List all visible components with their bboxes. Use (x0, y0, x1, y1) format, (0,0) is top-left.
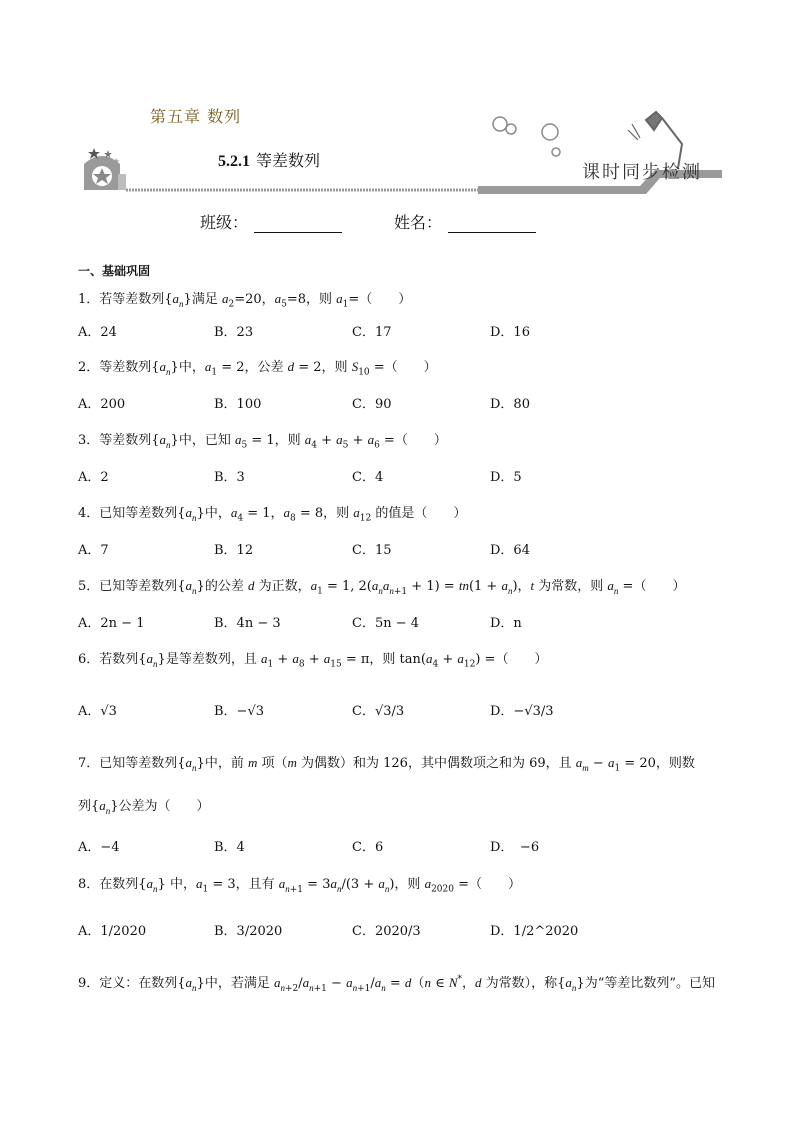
q1-option-d[interactable]: D．16 (490, 325, 530, 340)
q6-option-b[interactable]: B．−√3 (214, 704, 265, 719)
q6-option-d[interactable]: D．−√3/3 (490, 704, 554, 719)
q2-option-a[interactable]: A．200 (78, 397, 126, 412)
q8-option-b[interactable]: B．3/2020 (214, 924, 283, 939)
q8-option-c[interactable]: C．2020/3 (352, 924, 421, 939)
q2-option-b[interactable]: B．100 (214, 397, 262, 412)
class-blank[interactable] (254, 216, 342, 233)
q7-option-b[interactable]: B．4 (214, 840, 245, 855)
question-7-line-1: 7．已知等差数列$\{a_n\}$中，前 m 项（m 为偶数）和为 126，其中偶数项之和为 69，且 $a_m - a_1 = 20$，则数 (78, 755, 695, 774)
q3-option-c[interactable]: C．4 (352, 470, 384, 485)
q7-option-c[interactable]: C．6 (352, 840, 384, 855)
question-9: 9．定义：在数列$\{a_n\}$中，若满足 $a_{n+2}/a_{n+1} - a_{n+1}/a_n = d(n$ ∈ N*，d 为常数），称$\{a_n\}$为“等差比数列”。已知 (78, 974, 715, 994)
name-blank[interactable] (448, 216, 536, 233)
question-2: 2．等差数列$\{a_n\}$中，$a_1 = 2$，公差 d = 2，则 $S_{10}$ =（ ） (78, 359, 437, 378)
q4-option-b[interactable]: B．12 (214, 543, 254, 558)
q8-option-a[interactable]: A．1/2020 (78, 924, 147, 939)
question-1: 1．若等差数列$\{a_n\}$满足 $a_2=20$，$a_5=8$，则 $a_1=$（ ） (78, 291, 412, 310)
chapter-title: 第五章 数列 (150, 107, 242, 126)
q6-option-c[interactable]: C．√3/3 (352, 704, 405, 719)
name-field (394, 210, 536, 233)
q2-option-c[interactable]: C．90 (352, 397, 392, 412)
section-name: 等差数列 (256, 151, 321, 170)
question-5: 5．已知等差数列$\{a_n\}$的公差 d 为正数，$a_1 = 1$, $2(a_na_{n+1} + 1) = tn(1 + a_n)$，t 为常数，则 $a_n$ =（ ） (78, 578, 686, 597)
q4-option-c[interactable]: C．15 (352, 543, 392, 558)
star-badge-icon (84, 148, 126, 190)
question-8: 8．在数列$\{a_n\}$ 中，$a_1 = 3$，且有 $a_{n+1} = 3a_n/(3 + a_n)$，则 $a_{2020}$ =（ ） (78, 876, 522, 895)
section-number: 5.2.1 (218, 153, 250, 170)
q4-option-d[interactable]: D．64 (490, 543, 530, 558)
q3-option-a[interactable]: A．2 (78, 470, 109, 485)
q3-option-d[interactable]: D．5 (490, 470, 522, 485)
q4-option-a[interactable]: A．7 (78, 543, 109, 558)
bubbles-icon (493, 117, 560, 156)
question-6: 6．若数列$\{a_n\}$是等差数列，且 $a_1 + a_8 + a_{15} = \pi$，则 $\tan(a_4 + a_{12})$ =（ ） (78, 651, 548, 670)
question-3: 3．等差数列$\{a_n\}$中，已知 $a_5 = 1$，则 $a_4 + a_5 + a_6$ =（ ） (78, 432, 447, 451)
q8-option-d[interactable]: D．1/2^2020 (490, 924, 579, 939)
q1-option-b[interactable]: B．23 (214, 325, 254, 340)
section-title (218, 148, 320, 171)
question-4: 4．已知等差数列$\{a_n\}$中，$a_4 = 1$，$a_8 = 8$，则 $a_{12}$ 的值是（ ） (78, 505, 467, 524)
q5-option-b[interactable]: B．4n − 3 (214, 616, 281, 631)
banner-title: 课时同步检测 (582, 162, 702, 183)
q2-option-d[interactable]: D．80 (490, 397, 530, 412)
q5-option-d[interactable]: D．n (490, 616, 522, 631)
question-7-line-2: 列$\{a_n\}$公差为（ ） (78, 798, 210, 816)
class-field (200, 210, 342, 233)
q5-option-a[interactable]: A．2n − 1 (78, 616, 145, 631)
q3-option-b[interactable]: B．3 (214, 470, 245, 485)
name-label: 姓名： (394, 213, 443, 232)
q5-option-c[interactable]: C．5n − 4 (352, 616, 420, 631)
q6-option-a[interactable]: A．√3 (78, 704, 117, 719)
class-label: 班级： (200, 213, 249, 232)
q1-option-a[interactable]: A．24 (78, 325, 117, 340)
q1-option-c[interactable]: C．17 (352, 325, 392, 340)
q7-option-d[interactable]: D． −6 (490, 840, 540, 855)
part-title: 一、基础巩固 (78, 264, 151, 278)
q7-option-a[interactable]: A．−4 (78, 840, 120, 855)
